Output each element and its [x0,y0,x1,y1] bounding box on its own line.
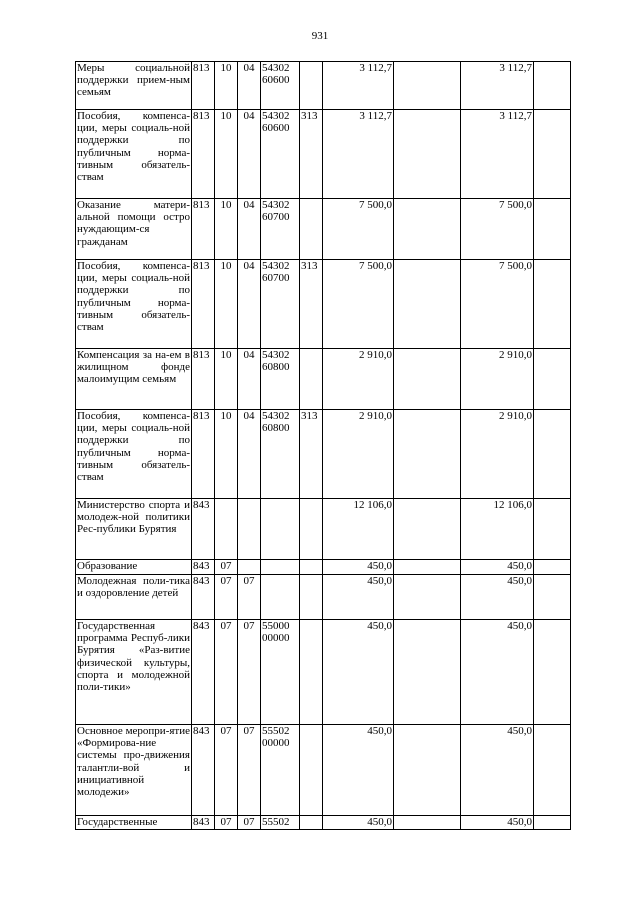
amount-approved: 2 910,0 [461,410,534,499]
table-row [76,575,571,620]
section-code: 10 [215,62,238,110]
amount-total: 3 112,7 [323,110,394,199]
row-description: Министерство спорта и молодеж-ной политики Рес-публики Бурятия [76,499,192,560]
amount-approved: 7 500,0 [461,199,534,260]
amount-extra [534,410,571,499]
amount-blank [394,62,461,110]
ministry-code: 813 [192,110,215,199]
subsection-code [238,499,261,560]
ministry-code: 843 [192,816,215,830]
amount-approved: 450,0 [461,560,534,575]
expense-type-code [300,725,323,816]
amount-extra [534,110,571,199]
amount-blank [394,575,461,620]
table-row [76,620,571,725]
target-article-code: 55502 [261,816,300,830]
target-article-code: 54302 60800 [261,349,300,410]
table-row [76,62,571,110]
target-article-code: 55502 00000 [261,725,300,816]
amount-extra [534,349,571,410]
amount-total: 3 112,7 [323,62,394,110]
amount-blank [394,199,461,260]
amount-approved: 450,0 [461,575,534,620]
row-description: Компенсация за на-ем в жилищном фонде малоимущим семьям [76,349,192,410]
row-description: Государственная программа Респуб-лики Бурятия «Раз-витие физической культуры, спорта и молодежной поли-тики» [76,620,192,725]
ministry-code: 813 [192,410,215,499]
amount-blank [394,110,461,199]
amount-extra [534,620,571,725]
amount-total: 2 910,0 [323,410,394,499]
amount-approved: 450,0 [461,620,534,725]
ministry-code: 843 [192,620,215,725]
amount-approved: 12 106,0 [461,499,534,560]
amount-extra [534,62,571,110]
subsection-code: 04 [238,349,261,410]
ministry-code: 813 [192,62,215,110]
section-code [215,499,238,560]
ministry-code: 813 [192,260,215,349]
table-row [76,349,571,410]
ministry-code: 843 [192,499,215,560]
section-code: 10 [215,349,238,410]
row-description: Молодежная поли-тика и оздоровление детей [76,575,192,620]
table-row [76,260,571,349]
row-description: Меры социальной поддержки прием-ным семьям [76,62,192,110]
amount-extra [534,816,571,830]
ministry-code: 843 [192,575,215,620]
expense-type-code [300,199,323,260]
amount-approved: 7 500,0 [461,260,534,349]
amount-total: 7 500,0 [323,260,394,349]
ministry-code: 813 [192,349,215,410]
amount-total: 450,0 [323,575,394,620]
target-article-code: 54302 60700 [261,260,300,349]
amount-total: 12 106,0 [323,499,394,560]
amount-approved: 450,0 [461,816,534,830]
subsection-code: 07 [238,620,261,725]
budget-table [75,61,571,830]
amount-blank [394,620,461,725]
page-number: 931 [311,30,329,42]
amount-approved: 2 910,0 [461,349,534,410]
subsection-code: 07 [238,816,261,830]
amount-blank [394,725,461,816]
amount-total: 450,0 [323,816,394,830]
section-code: 07 [215,620,238,725]
amount-extra [534,725,571,816]
amount-blank [394,499,461,560]
row-description: Основное меропри-ятие «Формирова-ние системы про-движения талантли-вой и инициативной молодежи» [76,725,192,816]
table-row [76,725,571,816]
subsection-code: 07 [238,575,261,620]
row-description: Пособия, компенса-ции, меры социаль-ной поддержки по публичным норма-тивным обязатель-ствам [76,410,192,499]
amount-extra [534,199,571,260]
target-article-code [261,560,300,575]
ministry-code: 813 [192,199,215,260]
table-row [76,410,571,499]
section-code: 07 [215,725,238,816]
expense-type-code [300,560,323,575]
target-article-code: 55000 00000 [261,620,300,725]
expense-type-code: 313 [300,110,323,199]
expense-type-code [300,620,323,725]
subsection-code [238,560,261,575]
expense-type-code: 313 [300,260,323,349]
amount-extra [534,575,571,620]
amount-approved: 3 112,7 [461,62,534,110]
ministry-code: 843 [192,725,215,816]
section-code: 10 [215,410,238,499]
subsection-code: 04 [238,110,261,199]
amount-total: 7 500,0 [323,199,394,260]
amount-total: 2 910,0 [323,349,394,410]
section-code: 07 [215,560,238,575]
target-article-code [261,575,300,620]
table-row [76,110,571,199]
expense-type-code [300,499,323,560]
row-description: Пособия, компенса-ции, меры социаль-ной поддержки по публичным норма-тивным обязатель-ствам [76,260,192,349]
expense-type-code [300,575,323,620]
amount-total: 450,0 [323,725,394,816]
table-row [76,816,571,830]
row-description: Образование [76,560,192,575]
expense-type-code [300,349,323,410]
row-description: Государственные [76,816,192,830]
amount-extra [534,260,571,349]
target-article-code: 54302 60800 [261,410,300,499]
section-code: 07 [215,816,238,830]
amount-total: 450,0 [323,560,394,575]
table-row [76,499,571,560]
amount-total: 450,0 [323,620,394,725]
section-code: 07 [215,575,238,620]
amount-extra [534,499,571,560]
section-code: 10 [215,199,238,260]
expense-type-code: 313 [300,410,323,499]
expense-type-code [300,816,323,830]
amount-approved: 450,0 [461,725,534,816]
subsection-code: 07 [238,725,261,816]
row-description: Оказание матери-альной помощи остро нуждающим-ся гражданам [76,199,192,260]
amount-approved: 3 112,7 [461,110,534,199]
subsection-code: 04 [238,62,261,110]
section-code: 10 [215,110,238,199]
amount-blank [394,410,461,499]
subsection-code: 04 [238,410,261,499]
section-code: 10 [215,260,238,349]
amount-extra [534,560,571,575]
row-description: Пособия, компенса-ции, меры социаль-ной поддержки по публичным норма-тивным обязатель-ствам [76,110,192,199]
amount-blank [394,349,461,410]
amount-blank [394,560,461,575]
target-article-code [261,499,300,560]
subsection-code: 04 [238,260,261,349]
amount-blank [394,816,461,830]
ministry-code: 843 [192,560,215,575]
amount-blank [394,260,461,349]
expense-type-code [300,62,323,110]
table-row [76,560,571,575]
target-article-code: 54302 60600 [261,110,300,199]
table-row [76,199,571,260]
target-article-code: 54302 60700 [261,199,300,260]
target-article-code: 54302 60600 [261,62,300,110]
subsection-code: 04 [238,199,261,260]
